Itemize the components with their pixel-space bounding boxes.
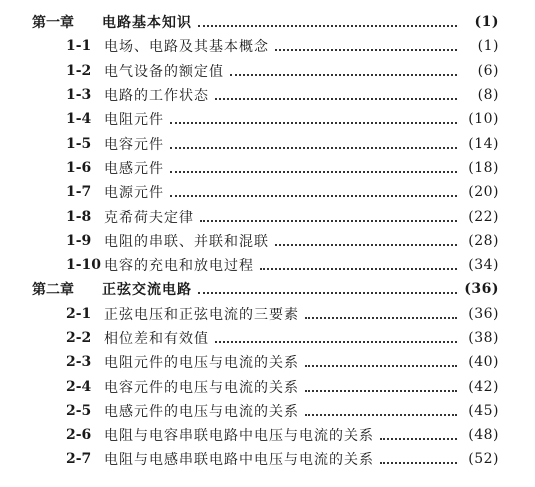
toc-page-number: (28) <box>468 232 499 249</box>
toc-page-number: (36) <box>464 281 499 298</box>
toc-section-1-3 <box>0 83 535 107</box>
toc-section-2-3 <box>0 350 535 374</box>
toc-section-2-2 <box>0 326 535 350</box>
toc-section-1-8 <box>0 204 535 228</box>
toc-title: 电容元件 <box>104 136 164 153</box>
toc-page-number: (22) <box>468 208 499 225</box>
dot-leader <box>198 292 457 294</box>
toc-title: 克希荷夫定律 <box>104 209 194 226</box>
toc-section-1-1 <box>0 34 535 58</box>
toc-title: 电容的充电和放电过程 <box>104 258 254 275</box>
toc-number: 1-3 <box>66 87 92 104</box>
toc-title: 电感元件的电压与电流的关系 <box>104 403 299 420</box>
dot-leader <box>305 365 457 367</box>
toc-title: 电阻元件 <box>104 112 164 129</box>
dot-leader <box>305 414 457 416</box>
toc-page-number: (6) <box>477 62 499 79</box>
toc-title: 电气设备的额定值 <box>104 63 224 80</box>
toc-page-number: (1) <box>474 14 499 31</box>
dot-leader <box>198 25 457 27</box>
toc-number: 1-10 <box>66 257 102 274</box>
toc-title: 电容元件的电压与电流的关系 <box>104 379 299 396</box>
toc-page-number: (40) <box>468 354 499 371</box>
toc-number: 1-4 <box>66 111 92 128</box>
toc-number: 1-8 <box>66 208 92 225</box>
toc-page-number: (8) <box>477 87 499 104</box>
toc-section-1-4 <box>0 107 535 131</box>
toc-number: 1-9 <box>66 232 92 249</box>
toc-title: 相位差和有效值 <box>104 331 209 347</box>
toc-page-number: (42) <box>468 378 499 395</box>
toc-section-1-7 <box>0 180 535 204</box>
dot-leader <box>275 49 457 51</box>
toc-number: 1-6 <box>66 159 92 176</box>
toc-section-1-10 <box>0 253 535 277</box>
dot-leader <box>170 147 457 149</box>
dot-leader <box>380 438 457 440</box>
toc-section-1-2 <box>0 59 535 83</box>
toc-number: 2-7 <box>66 451 92 468</box>
dot-leader <box>260 268 457 270</box>
dot-leader <box>305 390 457 392</box>
toc-title: 电路的工作状态 <box>104 88 209 105</box>
dot-leader <box>230 74 457 76</box>
toc-page-number: (18) <box>468 159 499 176</box>
toc-section-1-9 <box>0 229 535 253</box>
toc-section-2-4 <box>0 374 535 398</box>
toc-section-2-6 <box>0 423 535 447</box>
toc-number: 2-4 <box>66 378 92 395</box>
toc-page-number: (34) <box>468 257 499 274</box>
toc-page-number: (45) <box>468 402 499 419</box>
toc-page-number: (38) <box>468 330 499 346</box>
toc-section-2-5 <box>0 399 535 423</box>
toc-number: 1-1 <box>66 38 92 55</box>
toc-title: 正弦交流电路 <box>102 282 192 299</box>
toc-page-number: (10) <box>468 111 499 128</box>
toc-page-number: (14) <box>468 135 499 152</box>
toc-chapter-2 <box>0 277 535 301</box>
dot-leader <box>305 317 457 319</box>
dot-leader <box>200 220 457 222</box>
toc-title: 电路基本知识 <box>102 15 192 32</box>
toc-title: 电阻的串联、并联和混联 <box>104 233 269 250</box>
toc-number: 1-5 <box>66 135 92 152</box>
toc-title: 电阻与电感串联电路中电压与电流的关系 <box>104 452 374 469</box>
dot-leader <box>275 244 457 246</box>
toc-number: 2-1 <box>66 305 92 322</box>
toc-chapter-1 <box>0 10 535 34</box>
dot-leader <box>170 171 457 173</box>
toc-number: 1-7 <box>66 184 92 201</box>
toc-page-number: (20) <box>468 184 499 201</box>
toc-number: 第二章 <box>32 282 74 299</box>
toc-title: 电场、电路及其基本概念 <box>104 39 269 56</box>
toc-number: 2-2 <box>66 330 92 346</box>
toc-page-number: (52) <box>468 451 499 468</box>
toc-section-1-5 <box>0 131 535 155</box>
toc-number: 2-6 <box>66 427 92 444</box>
toc-title: 电阻元件的电压与电流的关系 <box>104 355 299 372</box>
dot-leader <box>215 98 457 100</box>
toc-section-2-1 <box>0 302 535 326</box>
toc-page-number: (1) <box>477 38 499 55</box>
toc-section-1-6 <box>0 156 535 180</box>
dot-leader <box>215 341 457 343</box>
dot-leader <box>380 462 457 464</box>
table-of-contents <box>0 10 535 472</box>
toc-title: 电感元件 <box>104 160 164 177</box>
toc-number: 第一章 <box>32 15 74 32</box>
toc-section-2-7 <box>0 447 535 471</box>
dot-leader <box>170 195 457 197</box>
toc-number: 2-3 <box>66 354 92 371</box>
dot-leader <box>170 122 457 124</box>
toc-title: 正弦电压和正弦电流的三要素 <box>104 306 299 323</box>
toc-number: 2-5 <box>66 402 92 419</box>
toc-number: 1-2 <box>66 62 92 79</box>
toc-page-number: (48) <box>468 427 499 444</box>
toc-title: 电阻与电容串联电路中电压与电流的关系 <box>104 428 374 445</box>
toc-page-number: (36) <box>468 305 499 322</box>
toc-title: 电源元件 <box>104 185 164 202</box>
